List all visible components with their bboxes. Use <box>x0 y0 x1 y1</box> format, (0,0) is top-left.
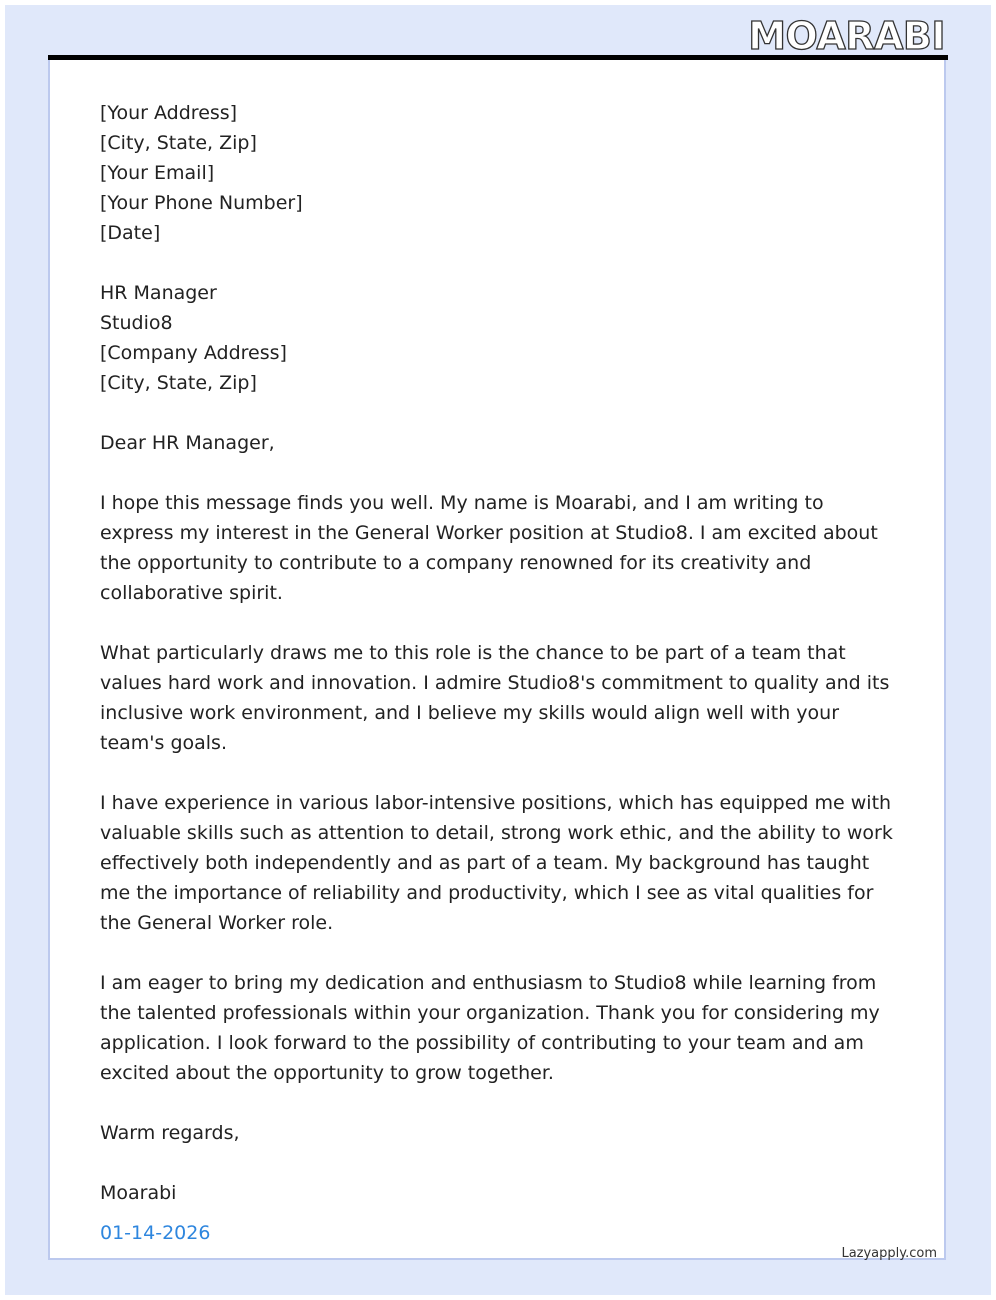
recipient-city-state-zip: [City, State, Zip] <box>100 372 257 394</box>
letter-body <box>100 98 900 1278</box>
sender-phone: [Your Phone Number] <box>100 192 303 214</box>
sender-address: [Your Address] <box>100 102 238 124</box>
paragraph-motivation: What particularly draws me to this role is the chance to be part of a team that values hard work and innovation. I admire Studio8's commitment to quality and its inclusive work environment, and I believe my skills would align well with your team's goals. <box>100 642 890 754</box>
paragraph-intro: I hope this message finds you well. My name is Moarabi, and I am writing to express my interest in the General Worker position at Studio8. I am excited about the opportunity to contribute to a company renowned for its creativity and collaborative spirit. <box>100 492 878 604</box>
paragraph-closing: I am eager to bring my dedication and enthusiasm to Studio8 while learning from the talented professionals within your organization. Thank you for considering my application. I look forward to the possibility of contributing to your team and am excited about the opportunity to grow together. <box>100 972 880 1084</box>
logo: MOARABI <box>748 14 945 58</box>
watermark: Lazyapply.com <box>841 1246 937 1261</box>
sender-email: [Your Email] <box>100 162 215 184</box>
recipient-address: [Company Address] <box>100 342 287 364</box>
recipient-block <box>100 278 900 398</box>
sender-date: [Date] <box>100 222 161 244</box>
signature-date: 01-14-2026 <box>100 1222 211 1244</box>
sender-block <box>100 98 900 248</box>
salutation: Dear HR Manager, <box>100 432 275 454</box>
recipient-company: Studio8 <box>100 312 173 334</box>
recipient-title: HR Manager <box>100 282 217 304</box>
paragraph-experience: I have experience in various labor-intensive positions, which has equipped me with valuable skills such as attention to detail, strong work ethic, and the ability to work effectively both independently and as part of a team. My background has taught me the importance of reliability and productivity, which I see as vital qualities for the General Worker role. <box>100 792 893 934</box>
signature-name: Moarabi <box>100 1182 177 1204</box>
sender-city-state-zip: [City, State, Zip] <box>100 132 257 154</box>
closing: Warm regards, <box>100 1122 240 1144</box>
